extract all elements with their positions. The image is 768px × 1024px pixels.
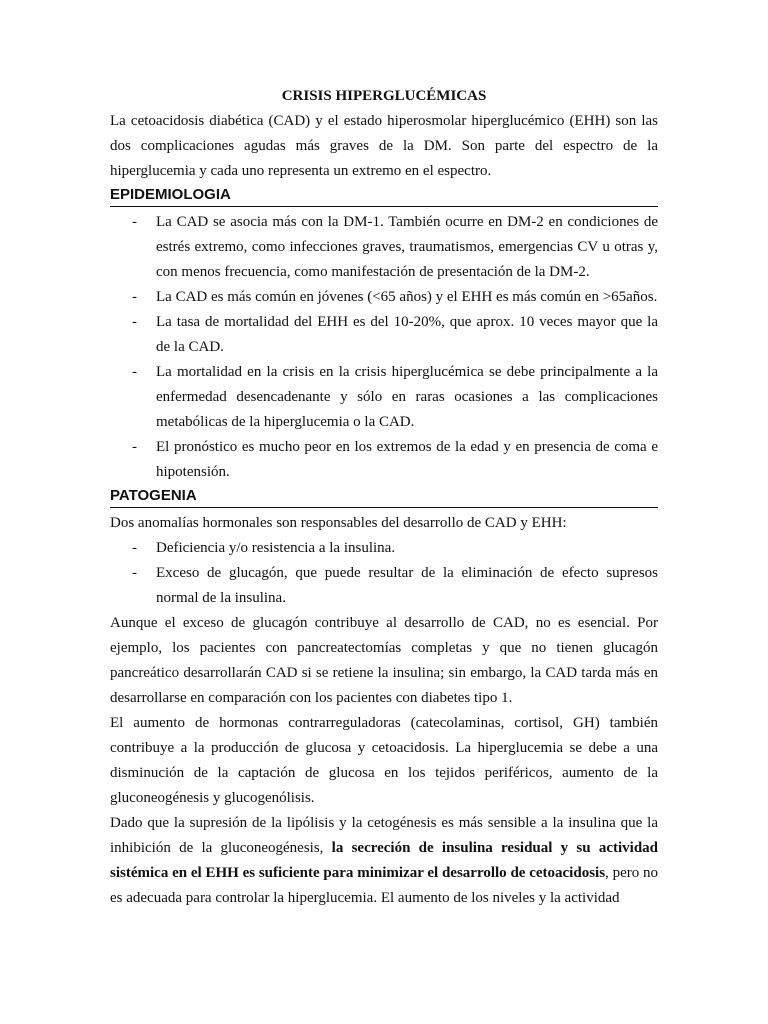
section-heading-epidemiologia: EPIDEMIOLOGIA (110, 184, 658, 207)
dash-bullet: - (132, 289, 137, 305)
list-item (110, 435, 658, 485)
list-item (110, 210, 658, 285)
list-item-text: La mortalidad en la crisis en la crisis hiperglucémica se debe principalmente a la enfermedad desencadenante y sólo en raras ocasiones a las complicaciones metabólicas de la hiperglucemia o la CAD. (156, 364, 658, 430)
patogenia-list (110, 536, 658, 611)
patogenia-paragraph-1: Aunque el exceso de glucagón contribuye al desarrollo de CAD, no es esencial. Por ejemplo, los pacientes con pancreatectomías completas y que no tienen glucagón pancreático desarrollarán CAD si se retiene la insulina; sin embargo, la CAD tarda más en desarrollarse en comparación con los pacientes con diabetes tipo 1. (110, 615, 658, 706)
list-item-text: La CAD es más común en jóvenes (<65 años) y el EHH es más común en >65años. (156, 289, 658, 305)
patogenia-paragraph-3 (110, 811, 658, 911)
section-heading-patogenia: PATOGENIA (110, 485, 658, 508)
patogenia-paragraph-2: El aumento de hormonas contrarreguladoras (catecolaminas, cortisol, GH) también contribuye a la producción de glucosa y cetoacidosis. La hiperglucemia se debe a una disminución de la captación de glucosa en los tejidos periféricos, aumento de la gluconeogénesis y glucogenólisis. (110, 715, 658, 806)
emphasized-text: la secreción de insulina residual y su actividad sistémica en el EHH es suficiente para minimizar el desarrollo de cetoacidosis (110, 840, 659, 881)
list-item-text: El pronóstico es mucho peor en los extremos de la edad y en presencia de coma e hipotensión. (156, 439, 658, 480)
paragraph-text: Dado que la supresión de la lipólisis y la cetogénesis es más sensible a la insulina que la inhibición de la gluconeogénesis, (110, 815, 658, 856)
list-item (110, 310, 658, 360)
document-page (110, 84, 658, 911)
dash-bullet: - (132, 314, 137, 330)
list-item (110, 285, 658, 310)
patogenia-lead: Dos anomalías hormonales son responsables del desarrollo de CAD y EHH: (110, 515, 567, 531)
dash-bullet: - (132, 540, 137, 556)
intro-paragraph: La cetoacidosis diabética (CAD) y el estado hiperosmolar hiperglucémico (EHH) son las dos complicaciones agudas más graves de la DM. Son parte del espectro de la hiperglucemia y cada uno representa un extremo en el espectro. (110, 113, 658, 179)
document-title: CRISIS HIPERGLUCÉMICAS (281, 88, 487, 104)
list-item (110, 561, 658, 611)
list-item-text: Deficiencia y/o resistencia a la insulina. (156, 540, 396, 556)
list-item-text: La tasa de mortalidad del EHH es del 10-20%, que aprox. 10 veces mayor que la de la CAD. (156, 314, 658, 355)
list-item-text: Exceso de glucagón, que puede resultar de la eliminación de efecto supresos normal de la insulina. (156, 565, 658, 606)
epidemiologia-list (110, 210, 658, 485)
list-item-text: La CAD se asocia más con la DM-1. También ocurre en DM-2 en condiciones de estrés extremo, como infecciones graves, traumatismos, emergencias CV u otras y, con menos frecuencia, como manifestación de presentación de la DM-2. (156, 214, 658, 280)
dash-bullet: - (132, 364, 137, 380)
dash-bullet: - (132, 214, 137, 230)
list-item (110, 360, 658, 435)
dash-bullet: - (132, 565, 137, 581)
dash-bullet: - (132, 439, 137, 455)
paragraph-text: , pero no es adecuada para controlar la hiperglucemia. El aumento de los niveles y la actividad (110, 865, 658, 906)
list-item (110, 536, 658, 561)
